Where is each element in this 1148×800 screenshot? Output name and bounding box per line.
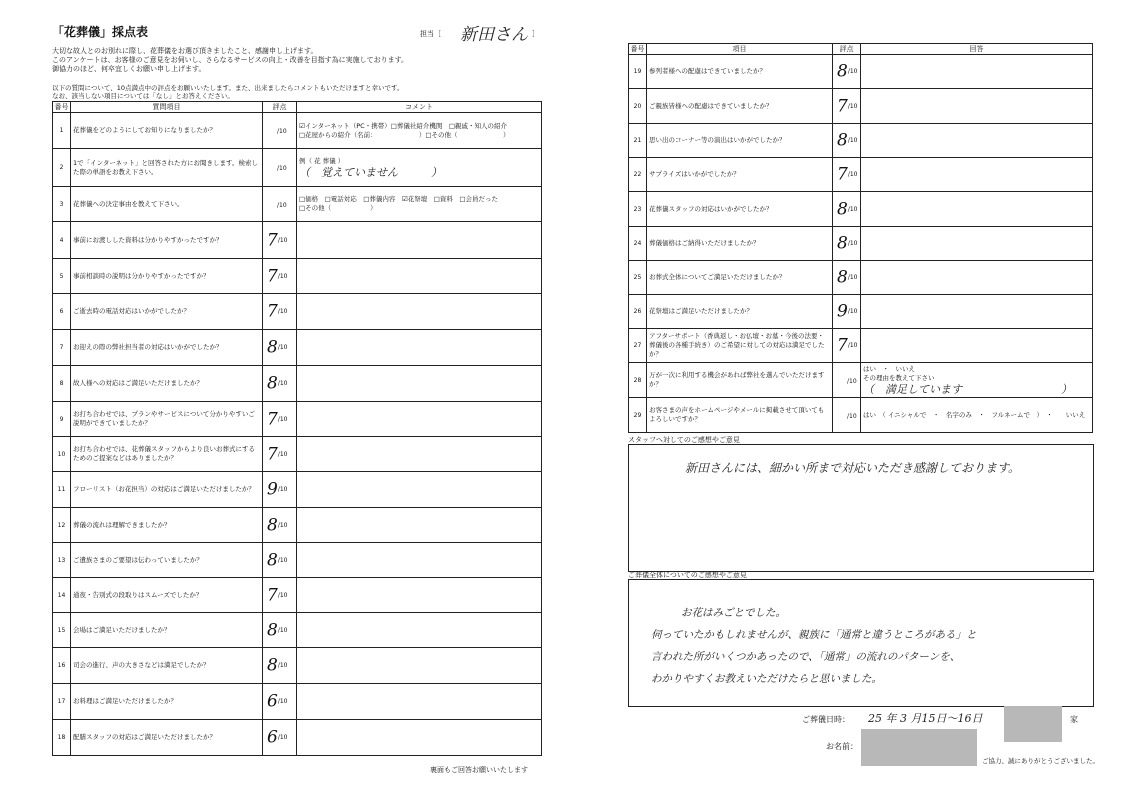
question-text: ご遺族さまのご要望は伝わっていましたか？	[71, 543, 263, 578]
table-row	[53, 578, 542, 613]
comment-text: □価格 □電話対応 □葬儀内容 ☑花祭壇 □資料 □会員だった □その他（ ）	[299, 195, 499, 212]
table-row	[53, 684, 542, 720]
comment-cell[interactable]	[297, 720, 542, 756]
comment-cell[interactable]	[297, 222, 542, 259]
score-cell[interactable]	[263, 402, 297, 437]
score-value: 7	[837, 164, 848, 185]
question-text: ご親族皆様への配慮はできていましたか？	[647, 89, 833, 124]
question-text: 葬儀価格はご納得いただけましたか？	[647, 227, 833, 261]
question-text: アフターサポート（香典返し・お仏壇・お墓・今後の法要・葬儀後の各種手続き）のご希望に対しての対応は満足でしたか？	[647, 329, 833, 363]
question-number: 4	[53, 222, 71, 259]
score-cell[interactable]	[833, 295, 861, 329]
question-number: 24	[629, 227, 647, 261]
question-text: お打ち合わせでは、花葬儀スタッフからより良いお葬式にするためのご提案などはありましたか？	[71, 437, 263, 472]
table-row	[53, 437, 542, 472]
table-row	[53, 720, 542, 756]
question-text: お迎えの際の弊社担当者の対応はいかがでしたか？	[71, 330, 263, 366]
overall-line: お花はみごとでした。	[681, 607, 786, 619]
overall-feedback-text	[651, 602, 977, 690]
score-cell[interactable]	[263, 113, 297, 149]
comment-cell[interactable]	[297, 113, 542, 149]
question-number: 26	[629, 295, 647, 329]
score-value: 8	[837, 199, 848, 220]
score-denominator: /10	[277, 344, 288, 352]
table-row	[629, 192, 1093, 227]
comment-cell[interactable]	[297, 613, 542, 648]
header-score: 評点	[833, 44, 861, 55]
question-text: 会場はご満足いただけましたか？	[71, 613, 263, 648]
question-number: 14	[53, 578, 71, 613]
score-cell[interactable]	[263, 684, 297, 720]
score-value: 8	[267, 515, 278, 536]
overall-feedback-label: ご葬儀全体についてのご感想やご意見	[628, 571, 747, 579]
score-value: 8	[267, 655, 278, 676]
question-number: 12	[53, 508, 71, 543]
header-comment: コメント	[297, 102, 542, 113]
question-text: 花祭壇はご満足いただけましたか？	[647, 295, 833, 329]
score-cell[interactable]	[833, 363, 861, 398]
score-denominator: /10	[277, 450, 288, 458]
question-number: 9	[53, 402, 71, 437]
score-value: 7	[267, 409, 278, 430]
table-row	[629, 329, 1093, 363]
header-num: 番号	[54, 103, 69, 111]
question-text: お客さまの声をホームページやメールに掲載させて頂いてもよろしいですか？	[647, 398, 833, 433]
table-row	[53, 613, 542, 648]
instructions-text: 以下の質問について、10点満点中の評点をお願いいたします。また、出来ましたらコメントもいただけますと幸いです。 なお、該当しない項目については「なし」とお答えください。	[52, 84, 404, 100]
table-row	[629, 89, 1093, 124]
question-number: 29	[629, 398, 647, 433]
question-text: 参列者様への配慮はできていましたか？	[647, 55, 833, 89]
score-denominator: /10	[277, 236, 288, 244]
question-text: 花葬儀スタッフの対応はいかがでしたか？	[647, 192, 833, 227]
comment-cell[interactable]	[297, 648, 542, 684]
score-denominator: /10	[277, 380, 288, 388]
question-text: 葬儀の流れは理解できましたか？	[71, 508, 263, 543]
question-number: 13	[53, 543, 71, 578]
comment-text: ☑インターネット（PC・携帯）□葬儀社紹介機関 □親戚・知人の紹介 □花屋からの紹介（名前： ）□その他（ ）	[299, 121, 510, 139]
score-denominator: /10	[277, 556, 288, 564]
comment-cell[interactable]	[861, 192, 1093, 227]
score-cell[interactable]	[263, 437, 297, 472]
score-denominator: /10	[847, 205, 858, 213]
score-cell[interactable]	[263, 472, 297, 508]
score-value: 8	[837, 130, 848, 151]
score-value: 8	[267, 373, 278, 394]
score-value: 8	[837, 267, 848, 288]
score-value: 6	[267, 727, 278, 748]
redacted-family-name	[1004, 706, 1062, 742]
table-row	[53, 648, 542, 684]
comment-cell[interactable]	[297, 578, 542, 613]
thanks-note: ご協力、誠にありがとうございました。	[982, 757, 1099, 765]
table-row	[53, 187, 542, 222]
table-row	[53, 543, 542, 578]
survey-title: 「花葬儀」採点表	[52, 25, 149, 39]
handwritten-answer: （ 覚えていません ）	[299, 165, 442, 179]
table-row	[629, 55, 1093, 89]
question-number: 20	[629, 89, 647, 124]
question-text: 思い出のコーナー等の演出はいかがでしたか？	[647, 124, 833, 158]
question-number: 25	[629, 261, 647, 295]
score-cell[interactable]	[263, 613, 297, 648]
score-cell[interactable]	[833, 124, 861, 158]
question-number: 21	[629, 124, 647, 158]
table-row	[629, 398, 1093, 433]
question-text: 事前相談時の説明は分かりやすかったですか？	[71, 259, 263, 294]
staff-feedback-text: 新田さんには、細かい所まで対応いただき感謝しております。	[685, 461, 1021, 475]
right-question-table	[628, 43, 1093, 433]
score-denominator: /10	[847, 137, 858, 145]
question-text: 花葬儀をどのようにしてお知りになりましたか？	[71, 113, 263, 149]
funeral-date-label: ご葬儀日時：	[802, 715, 850, 724]
house-suffix: 家	[1070, 715, 1078, 724]
question-text: フローリスト（お花担当）の対応はご満足いただけましたか？	[71, 472, 263, 508]
header-num: 番号	[630, 45, 645, 53]
question-number: 5	[53, 259, 71, 294]
question-number: 10	[53, 437, 71, 472]
score-denominator: /10	[277, 415, 288, 423]
comment-cell[interactable]	[297, 187, 542, 222]
comment-cell[interactable]	[297, 543, 542, 578]
score-denominator: /10	[847, 68, 858, 76]
score-cell[interactable]	[263, 648, 297, 684]
score-value: 8	[837, 233, 848, 254]
overall-line: 言われた所がいくつかあったので、「通常」の流れのパターンを、	[651, 651, 961, 663]
comment-cell[interactable]	[861, 158, 1093, 192]
comment-cell[interactable]	[861, 261, 1093, 295]
table-row	[53, 113, 542, 149]
score-cell[interactable]	[833, 192, 861, 227]
question-text: お料理はご満足いただけましたか？	[71, 684, 263, 720]
table-row	[53, 402, 542, 437]
header-score: 評点	[263, 102, 297, 113]
score-cell[interactable]	[263, 366, 297, 402]
table-row	[53, 472, 542, 508]
score-value: 7	[267, 301, 278, 322]
comment-cell[interactable]	[297, 402, 542, 437]
question-text: ご逝去時の電話対応はいかがでしたか？	[71, 294, 263, 330]
comment-cell[interactable]	[861, 363, 1093, 398]
header-comment: 回答	[861, 44, 1093, 55]
score-value: 8	[267, 337, 278, 358]
question-number: 18	[53, 720, 71, 756]
score-denominator: /10	[847, 171, 858, 179]
question-number: 7	[53, 330, 71, 366]
question-number: 23	[629, 192, 647, 227]
comment-text: 例（ 花 葬儀 ）	[299, 156, 345, 165]
score-value: 7	[837, 96, 848, 117]
question-number: 6	[53, 294, 71, 330]
header-item: 項目	[647, 44, 833, 55]
score-denominator: /10	[847, 240, 858, 248]
comment-text: はい ・ いいえ その理由を教えて下さい	[863, 364, 935, 382]
overall-feedback-box	[628, 579, 1094, 707]
score-denominator: /10	[277, 734, 288, 742]
table-row	[53, 259, 542, 294]
handwritten-answer: （ 満足しています ）	[863, 382, 1072, 396]
intro-text: 大切な故人とのお別れに際し、花葬儀をお選び頂きましたこと、感謝申し上げます。 このアンケートは、お客様のご意見をお伺いし、さらなるサービスの向上・改善を目指す為に実施しております。 御協力のほど、何卒宜しくお願い申し上げます。	[52, 47, 409, 73]
score-cell[interactable]	[263, 259, 297, 294]
comment-cell[interactable]	[297, 684, 542, 720]
staff-name: 新田さん	[460, 25, 528, 45]
staff-close: ］	[532, 30, 539, 38]
question-number: 11	[53, 472, 71, 508]
question-text: 事前にお渡しした資料は分かりやすかったですか？	[71, 222, 263, 259]
score-denominator: /10	[277, 521, 288, 529]
score-cell[interactable]	[263, 149, 297, 187]
score-denominator: /10	[277, 201, 287, 209]
score-cell[interactable]	[263, 222, 297, 259]
question-number: 8	[53, 366, 71, 402]
table-row	[53, 366, 542, 402]
question-text: お葬式全体についてご満足いただけましたか？	[647, 261, 833, 295]
table-row	[629, 261, 1093, 295]
score-denominator: /10	[847, 308, 858, 316]
header-item: 質問項目	[71, 102, 263, 113]
comment-cell[interactable]	[297, 437, 542, 472]
score-denominator: /10	[847, 412, 857, 420]
staff-feedback-box	[628, 444, 1094, 572]
score-value: 6	[267, 691, 278, 712]
score-denominator: /10	[277, 165, 287, 172]
table-row	[53, 330, 542, 366]
score-denominator: /10	[277, 591, 288, 599]
table-header-row	[629, 44, 1093, 55]
score-denominator: /10	[277, 128, 287, 135]
comment-cell[interactable]	[297, 366, 542, 402]
score-denominator: /10	[277, 662, 288, 670]
score-denominator: /10	[847, 274, 858, 282]
comment-text: はい （ イニシャルで ・ 名字のみ ・ フルネームで ） ・ いいえ	[863, 410, 1086, 419]
score-denominator: /10	[847, 377, 857, 385]
score-cell[interactable]	[263, 720, 297, 756]
question-text: 通夜・告別式の段取りはスムーズでしたか？	[71, 578, 263, 613]
question-number: 28	[629, 363, 647, 398]
score-cell[interactable]	[263, 294, 297, 330]
table-row	[629, 227, 1093, 261]
question-number: 16	[53, 648, 71, 684]
comment-cell[interactable]	[297, 508, 542, 543]
question-number: 17	[53, 684, 71, 720]
comment-cell[interactable]	[861, 55, 1093, 89]
comment-cell[interactable]	[297, 330, 542, 366]
score-value: 8	[267, 550, 278, 571]
score-value: 8	[267, 620, 278, 641]
comment-cell[interactable]	[861, 398, 1093, 433]
question-text: 万が一次に利用する機会があれば弊社を選んでいただけますか？	[647, 363, 833, 398]
question-text: 故人様への対応はご満足いただけましたか？	[71, 366, 263, 402]
question-text: 1で「インターネット」と回答された方にお聞きします。検索した際の単語をお教え下さい。	[71, 149, 263, 187]
score-value: 7	[267, 444, 278, 465]
score-denominator: /10	[847, 102, 858, 110]
score-value: 7	[837, 335, 848, 356]
score-cell[interactable]	[263, 578, 297, 613]
funeral-date-value: 25 年 3 月15日〜16日	[868, 712, 983, 725]
question-text: 花葬儀への決定事由を教えて下さい。	[71, 187, 263, 222]
question-number: 15	[53, 613, 71, 648]
question-number: 2	[53, 149, 71, 187]
score-cell[interactable]	[833, 89, 861, 124]
question-number: 1	[53, 113, 71, 149]
question-text: お打ち合わせでは、プランやサービスについて分かりやすいご説明ができていましたか？	[71, 402, 263, 437]
score-denominator: /10	[277, 698, 288, 706]
score-cell[interactable]	[833, 329, 861, 363]
question-number: 27	[629, 329, 647, 363]
score-cell[interactable]	[833, 55, 861, 89]
score-value: 7	[267, 230, 278, 251]
staff-feedback-label: スタッフへ対してのご感想やご意見	[628, 436, 740, 444]
table-row	[53, 222, 542, 259]
score-denominator: /10	[277, 486, 288, 494]
score-cell[interactable]	[833, 227, 861, 261]
score-value: 8	[837, 61, 848, 82]
score-cell[interactable]	[263, 330, 297, 366]
comment-cell[interactable]	[297, 149, 542, 187]
comment-cell[interactable]	[861, 89, 1093, 124]
question-number: 3	[53, 187, 71, 222]
table-row	[53, 294, 542, 330]
score-cell[interactable]	[263, 187, 297, 222]
overall-line: 伺っていたかもしれませんが、親族に「通常と違うところがある」と	[651, 629, 977, 641]
question-number: 19	[629, 55, 647, 89]
question-text: サプライズはいかがでしたか？	[647, 158, 833, 192]
staff-label: 担当［	[420, 30, 441, 38]
table-row	[629, 363, 1093, 398]
score-cell[interactable]	[833, 261, 861, 295]
score-denominator: /10	[277, 308, 288, 316]
overall-line: わかりやすくお教えいただけたらと思いました。	[651, 673, 882, 685]
score-cell[interactable]	[833, 158, 861, 192]
comment-cell[interactable]	[297, 294, 542, 330]
reverse-side-note: 裏面もご回答お願いいたします	[430, 766, 528, 774]
score-value: 9	[837, 301, 848, 322]
comment-cell[interactable]	[297, 472, 542, 508]
table-row	[629, 158, 1093, 192]
score-denominator: /10	[277, 272, 288, 280]
table-header-row	[53, 102, 542, 113]
question-text: 司会の進行、声の大きさなどは満足でしたか？	[71, 648, 263, 684]
question-text: 配膳スタッフの対応はご満足いただけましたか？	[71, 720, 263, 756]
name-label: お名前：	[826, 742, 858, 751]
score-cell[interactable]	[833, 398, 861, 433]
table-row	[629, 295, 1093, 329]
comment-cell[interactable]	[861, 227, 1093, 261]
table-row	[53, 149, 542, 187]
table-row	[629, 124, 1093, 158]
comment-cell[interactable]	[861, 124, 1093, 158]
score-denominator: /10	[277, 626, 288, 634]
comment-cell[interactable]	[297, 259, 542, 294]
question-number: 22	[629, 158, 647, 192]
left-question-table	[52, 101, 542, 756]
table-row	[53, 508, 542, 543]
comment-cell[interactable]	[861, 329, 1093, 363]
comment-cell[interactable]	[861, 295, 1093, 329]
score-cell[interactable]	[263, 543, 297, 578]
score-denominator: /10	[847, 342, 858, 350]
score-cell[interactable]	[263, 508, 297, 543]
score-value: 7	[267, 266, 278, 287]
score-value: 7	[267, 585, 278, 606]
redacted-name	[861, 729, 977, 766]
score-value: 9	[267, 479, 278, 500]
